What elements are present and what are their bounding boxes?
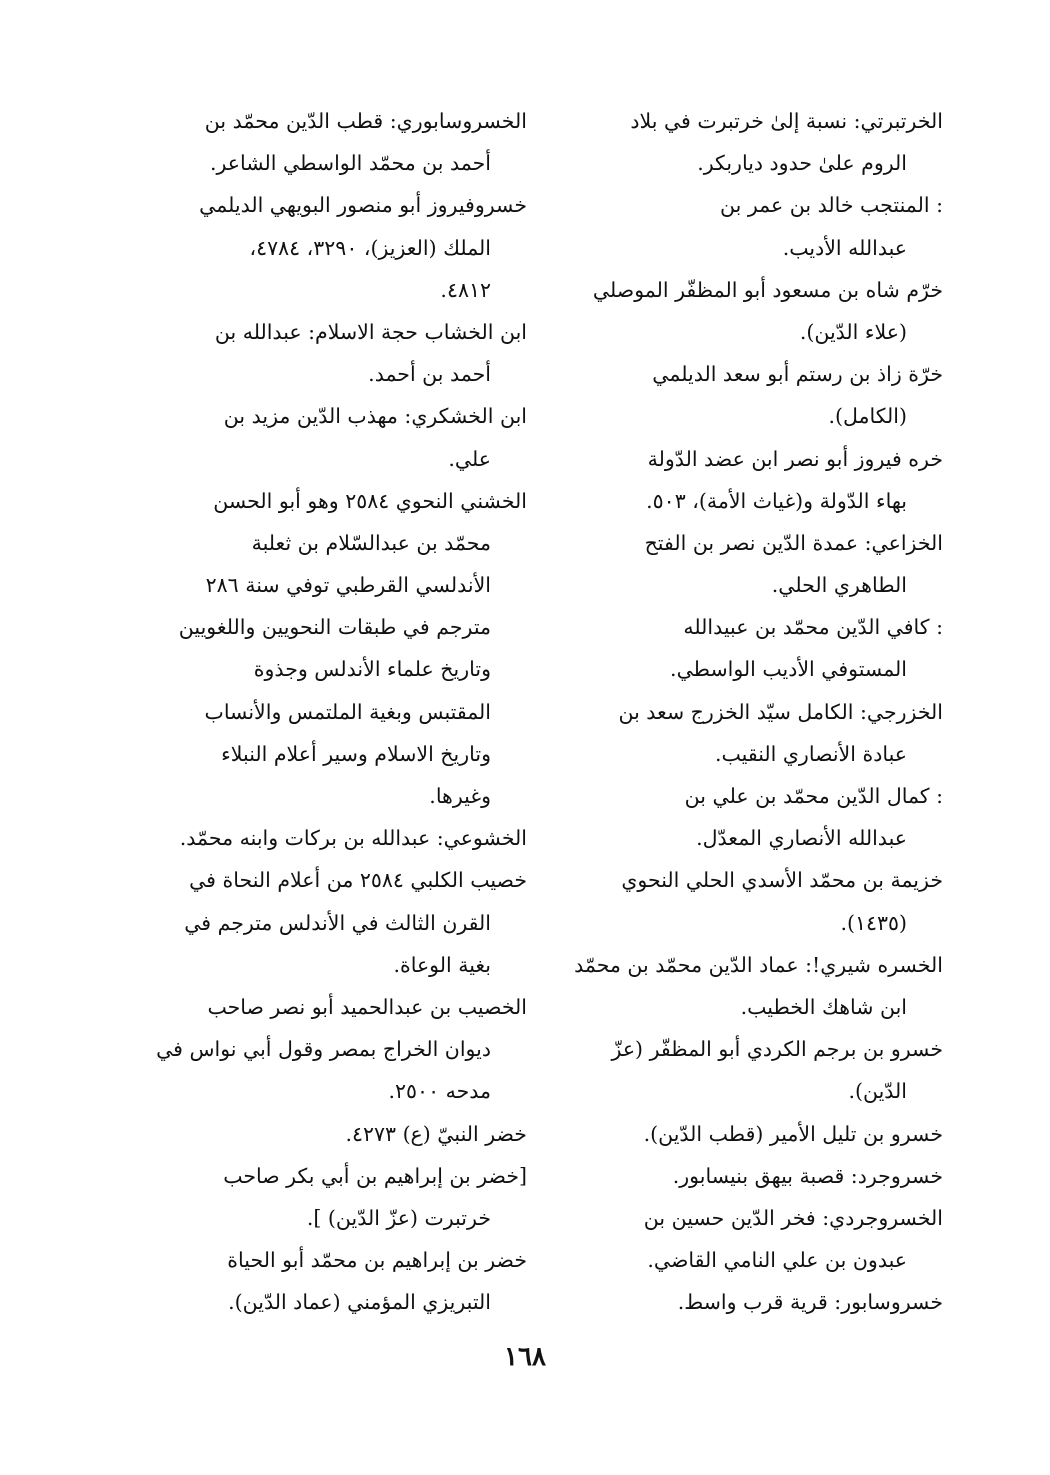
entry-headword-line: الخسره شيري!: عماد الدّين محمّد بن محمّد <box>574 952 943 977</box>
index-entry <box>548 1113 943 1155</box>
entry-headword-line: خسرو بن تليل الأمير (قطب الدّين). <box>643 1121 943 1146</box>
index-entry <box>548 1197 943 1281</box>
entry-continuation-line: التبريزي المؤمني (عماد الدّين). <box>228 1290 491 1315</box>
entry-continuation-line: وتاريخ الاسلام وسير أعلام النبلاء <box>221 741 491 766</box>
page-number: ١٦٨ <box>504 1342 546 1372</box>
entry-continuation-line: علي. <box>448 446 491 471</box>
index-entry <box>548 353 943 437</box>
entry-headword-line: خضر النبيّ (ع) ٤٢٧٣. <box>345 1121 527 1146</box>
index-entry <box>132 311 527 395</box>
entry-continuation-line: (١٤٣٥). <box>840 910 907 935</box>
index-entry <box>548 1281 943 1323</box>
entry-headword-line: خصيب الكلبي ٢٥٨٤ من أعلام النحاة في <box>189 868 527 893</box>
entry-continuation-line: الدّين). <box>848 1079 907 1104</box>
index-entry <box>548 859 943 943</box>
entry-continuation-line: المستوفي الأديب الواسطي. <box>670 657 907 682</box>
entry-continuation-line: مترجم في طبقات النحويين واللغويين <box>178 615 491 640</box>
entry-headword-line: الخصيب بن عبدالحميد أبو نصر صاحب <box>207 994 527 1019</box>
entry-headword-line: خرّة زاذ بن رستم أبو سعد الديلمي <box>652 362 943 387</box>
entry-headword-line: : كمال الدّين محمّد بن علي بن <box>684 784 943 808</box>
index-entry <box>132 817 527 859</box>
index-entry <box>548 1028 943 1112</box>
entry-headword-line: الخشوعي: عبدالله بن بركات وابنه محمّد. <box>179 826 527 851</box>
entry-headword-line: الخزرجي: الكامل سيّد الخزرج سعد بن <box>618 699 943 724</box>
entry-headword-line: الخسروجردي: فخر الدّين حسين بن <box>643 1205 943 1230</box>
entry-continuation-line: عبدالله الأنصاري المعدّل. <box>696 826 907 851</box>
index-entry <box>548 691 943 775</box>
entry-headword-line: ابن الخشكري: مهذب الدّين مزيد بن <box>223 404 527 429</box>
index-entry <box>132 1113 527 1155</box>
entry-headword-line: : كافي الدّين محمّد بن عبيدالله <box>683 615 943 640</box>
index-entry <box>132 986 527 1113</box>
entry-headword-line: خسروجرد: قصبة بيهق بنيسابور. <box>672 1163 943 1188</box>
entry-headword-line: [خضر بن إبراهيم بن أبي بكر صاحب <box>223 1163 527 1188</box>
index-entry <box>132 395 527 479</box>
entry-continuation-line: الملك (العزيز)، ٣٢٩٠، ٤٧٨٤، <box>249 235 491 260</box>
index-entry <box>548 269 943 353</box>
entry-continuation-line: بغية الوعاة. <box>393 952 491 977</box>
index-entry <box>132 859 527 986</box>
entry-continuation-line: ٤٨١٢. <box>440 277 491 302</box>
entry-headword-line: خره فيروز أبو نصر ابن عضد الدّولة <box>647 446 943 471</box>
entry-continuation-line: الأندلسي القرطبي توفي سنة ٢٨٦ <box>205 573 491 598</box>
entry-headword-line: خسروسابور: قرية قرب واسط. <box>677 1290 943 1315</box>
entry-headword-line: خضر بن إبراهيم بن محمّد أبو الحياة <box>227 1248 527 1273</box>
left-column <box>132 100 527 1323</box>
entry-continuation-line: المقتبس وبغية الملتمس والأنساب <box>204 699 491 724</box>
entry-headword-line: الخزاعي: عمدة الدّين نصر بن الفتح <box>644 530 943 555</box>
entry-continuation-line: وتاريخ علماء الأندلس وجذوة <box>253 657 491 682</box>
entry-continuation-line: ديوان الخراج بمصر وقول أبي نواس في <box>156 1037 491 1062</box>
index-entry <box>548 100 943 184</box>
entry-continuation-line: وغيرها. <box>429 784 491 808</box>
index-entry <box>548 606 943 690</box>
index-entry <box>132 1239 527 1323</box>
entry-continuation-line: محمّد بن عبدالسّلام بن ثعلبة <box>251 530 491 555</box>
entry-headword-line: خسروفيروز أبو منصور البويهي الديلمي <box>199 193 527 218</box>
entry-continuation-line: (الكامل). <box>828 404 907 429</box>
entry-continuation-line: القرن الثالث في الأندلس مترجم في <box>184 910 491 935</box>
entry-continuation-line: أحمد بن أحمد. <box>368 362 491 387</box>
index-entry <box>132 100 527 184</box>
entry-headword-line: الخسروسابوري: قطب الدّين محمّد بن <box>204 109 527 133</box>
entry-continuation-line: عبدالله الأديب. <box>782 235 907 260</box>
index-entry <box>548 944 943 1028</box>
entry-headword-line: خسرو بن برجم الكردي أبو المظفّر (عزّ <box>611 1037 943 1062</box>
entry-headword-line: خزيمة بن محمّد الأسدي الحلي النحوي <box>621 868 943 893</box>
entry-continuation-line: مدحه ٢٥٠٠. <box>388 1079 491 1104</box>
index-entry <box>548 522 943 606</box>
entry-continuation-line: (علاء الدّين). <box>799 319 907 344</box>
right-column <box>548 100 943 1323</box>
entry-continuation-line: الطاهري الحلي. <box>771 573 907 598</box>
entry-continuation-line: خرتبرت (عزّ الدّين) ]. <box>306 1205 491 1230</box>
index-entry <box>548 1155 943 1197</box>
entry-continuation-line: الروم علىٰ حدود دياربكر. <box>697 151 907 176</box>
entry-headword-line: الخرتبرتي: نسبة إلىٰ خرتبرت في بلاد <box>630 109 943 133</box>
entry-headword-line: ابن الخشاب حجة الاسلام: عبدالله بن <box>214 319 527 344</box>
index-entry <box>548 184 943 268</box>
entry-headword-line: خرّم شاه بن مسعود أبو المظفّر الموصلي <box>592 277 943 302</box>
entry-continuation-line: ابن شاهك الخطيب. <box>740 994 907 1019</box>
index-entry <box>132 480 527 818</box>
entry-continuation-line: أحمد بن محمّد الواسطي الشاعر. <box>209 151 491 176</box>
entry-headword-line: : المنتجب خالد بن عمر بن <box>720 193 943 218</box>
entry-continuation-line: عبدون بن علي النامي القاضي. <box>647 1248 907 1273</box>
index-entry <box>132 184 527 311</box>
entry-continuation-line: بهاء الدّولة و(غياث الأمة)، ٥٠٣. <box>646 488 907 513</box>
index-entry <box>548 438 943 522</box>
index-entry <box>132 1155 527 1239</box>
index-entry <box>548 775 943 859</box>
entry-headword-line: الخشني النحوي ٢٥٨٤ وهو أبو الحسن <box>213 488 527 513</box>
entry-continuation-line: عبادة الأنصاري النقيب. <box>715 741 907 766</box>
